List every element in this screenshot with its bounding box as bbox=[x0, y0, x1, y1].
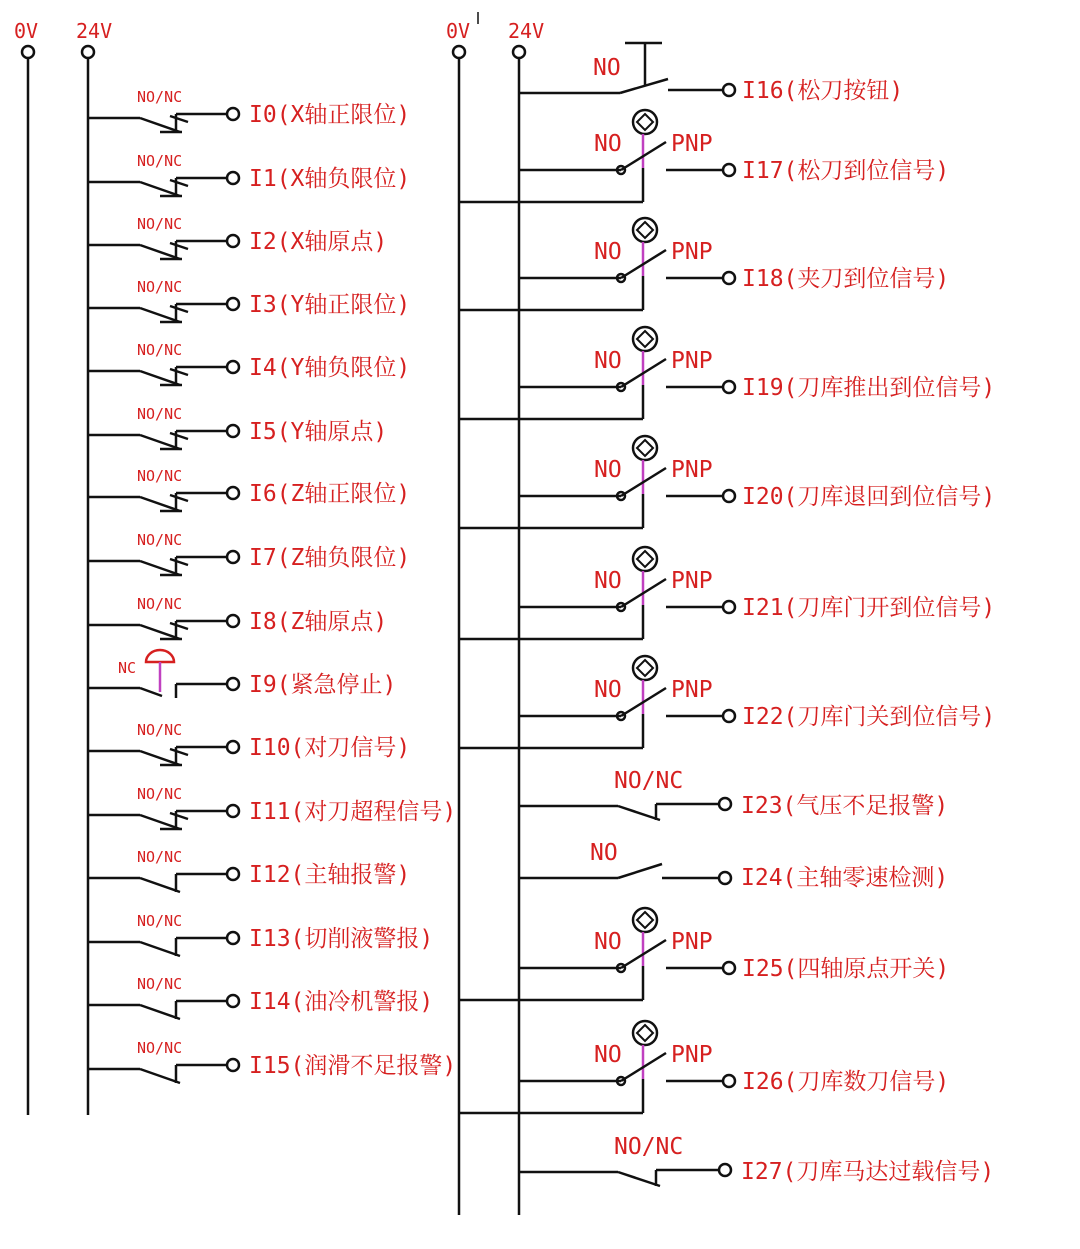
switch-contact-icon bbox=[140, 367, 188, 385]
contact-type-label: NO bbox=[594, 929, 622, 955]
input-terminal bbox=[723, 710, 735, 722]
emergency-stop-icon bbox=[140, 650, 176, 698]
left-rail-24v-label: 24V bbox=[76, 19, 113, 43]
contact-type-label: NO/NC bbox=[137, 215, 183, 233]
left-input-row bbox=[88, 721, 410, 765]
switch-contact-icon bbox=[140, 431, 188, 449]
contact-type-label: NO bbox=[594, 457, 622, 483]
contact-type-label: NO/NC bbox=[614, 1134, 684, 1160]
left-input-row bbox=[88, 785, 456, 829]
sensor-type-label: PNP bbox=[671, 677, 713, 703]
input-label: I17(松刀到位信号) bbox=[742, 158, 950, 184]
input-label: I9(紧急停止) bbox=[249, 672, 397, 698]
left-input-row bbox=[88, 912, 433, 956]
contact-type-label: NO bbox=[593, 55, 621, 81]
left-input-row bbox=[88, 531, 410, 575]
contact-type-label: NO/NC bbox=[137, 975, 183, 993]
contact-type-label: NO bbox=[594, 1042, 622, 1068]
right-rail-0v bbox=[446, 12, 478, 1215]
left-rail-24v-terminal bbox=[82, 46, 94, 58]
right-rail-24v bbox=[508, 19, 544, 1215]
input-label: I0(X轴正限位) bbox=[249, 102, 411, 128]
switch-contact-icon bbox=[140, 557, 188, 575]
input-label: I12(主轴报警) bbox=[249, 862, 411, 888]
switch-contact-icon bbox=[140, 938, 180, 956]
contact-type-label: NO bbox=[594, 348, 622, 374]
right-input-row bbox=[459, 110, 949, 202]
input-terminal bbox=[227, 932, 239, 944]
input-terminal bbox=[227, 425, 239, 437]
sensor-type-label: PNP bbox=[671, 131, 713, 157]
switch-contact-icon bbox=[140, 811, 188, 829]
proximity-sensor-icon bbox=[617, 327, 666, 391]
proximity-sensor-icon bbox=[617, 908, 666, 972]
proximity-sensor-icon bbox=[617, 547, 666, 611]
left-input-row bbox=[88, 215, 387, 259]
right-rail-24v-terminal bbox=[513, 46, 525, 58]
input-label: I5(Y轴原点) bbox=[249, 419, 388, 445]
input-label: I22(刀库门关到位信号) bbox=[742, 704, 996, 730]
left-input-row bbox=[88, 650, 396, 698]
input-terminal bbox=[723, 381, 735, 393]
right-input-row bbox=[519, 840, 948, 891]
right-input-row bbox=[519, 43, 903, 104]
switch-contact-icon bbox=[618, 804, 660, 820]
switch-contact-icon bbox=[140, 747, 188, 765]
right-input-row bbox=[459, 436, 995, 528]
input-label: I1(X轴负限位) bbox=[249, 166, 411, 192]
input-terminal bbox=[227, 741, 239, 753]
input-terminal bbox=[227, 551, 239, 563]
right-rail-0v-terminal bbox=[453, 46, 465, 58]
contact-type-label: NO/NC bbox=[137, 912, 183, 930]
switch-contact-icon bbox=[140, 114, 188, 132]
right-input-row bbox=[459, 908, 949, 1000]
right-input-row bbox=[459, 656, 995, 748]
input-label: I24(主轴零速检测) bbox=[741, 865, 949, 891]
input-label: I15(润滑不足报警) bbox=[249, 1053, 457, 1079]
proximity-sensor-icon bbox=[617, 218, 666, 282]
sensor-type-label: PNP bbox=[671, 568, 713, 594]
input-terminal bbox=[227, 172, 239, 184]
input-label: I20(刀库退回到位信号) bbox=[742, 484, 996, 510]
input-terminal bbox=[227, 1059, 239, 1071]
input-terminal bbox=[719, 872, 731, 884]
switch-contact-icon bbox=[140, 304, 188, 322]
sensor-type-label: PNP bbox=[671, 1042, 713, 1068]
input-terminal bbox=[719, 798, 731, 810]
input-terminal bbox=[227, 868, 239, 880]
input-label: I18(夹刀到位信号) bbox=[742, 266, 950, 292]
proximity-sensor-icon bbox=[617, 656, 666, 720]
input-label: I8(Z轴原点) bbox=[249, 609, 388, 635]
switch-contact-icon bbox=[140, 1065, 180, 1083]
contact-type-label: NO/NC bbox=[137, 848, 183, 866]
proximity-sensor-icon bbox=[617, 110, 666, 174]
input-label: I25(四轴原点开关) bbox=[742, 956, 950, 982]
input-terminal bbox=[227, 235, 239, 247]
input-terminal bbox=[227, 805, 239, 817]
input-terminal bbox=[723, 164, 735, 176]
left-input-row bbox=[88, 975, 433, 1019]
input-terminal bbox=[227, 487, 239, 499]
contact-type-label: NO/NC bbox=[137, 1039, 183, 1057]
sensor-type-label: PNP bbox=[671, 929, 713, 955]
right-input-row bbox=[459, 327, 995, 419]
input-label: I23(气压不足报警) bbox=[741, 793, 949, 819]
input-terminal bbox=[227, 615, 239, 627]
input-label: I16(松刀按钮) bbox=[742, 78, 904, 104]
left-input-row bbox=[88, 848, 410, 892]
right-rail-0v-label: 0V bbox=[446, 19, 471, 43]
left-input-row bbox=[88, 1039, 456, 1083]
input-terminal bbox=[227, 108, 239, 120]
input-terminal bbox=[723, 84, 735, 96]
switch-contact-icon bbox=[618, 864, 662, 878]
sensor-type-label: PNP bbox=[671, 348, 713, 374]
switch-contact-icon bbox=[140, 621, 188, 639]
right-input-row bbox=[459, 218, 949, 310]
left-input-row bbox=[88, 467, 410, 511]
switch-contact-icon bbox=[140, 874, 180, 892]
input-terminal bbox=[227, 298, 239, 310]
input-label: I3(Y轴正限位) bbox=[249, 292, 411, 318]
right-rail-24v-label: 24V bbox=[508, 19, 545, 43]
right-input-row bbox=[519, 1134, 994, 1186]
contact-type-label: NO/NC bbox=[137, 531, 183, 549]
input-terminal bbox=[227, 995, 239, 1007]
left-input-row bbox=[88, 595, 387, 639]
proximity-sensor-icon bbox=[617, 1021, 666, 1085]
contact-type-label: NO/NC bbox=[137, 721, 183, 739]
switch-contact-icon bbox=[140, 178, 188, 196]
left-input-row bbox=[88, 152, 410, 196]
contact-type-label: NO bbox=[594, 568, 622, 594]
contact-type-label: NO bbox=[594, 131, 622, 157]
input-terminal bbox=[723, 601, 735, 613]
input-terminal bbox=[723, 490, 735, 502]
proximity-sensor-icon bbox=[617, 436, 666, 500]
right-input-row bbox=[459, 1021, 949, 1113]
input-label: I10(对刀信号) bbox=[249, 735, 411, 761]
input-terminal bbox=[723, 962, 735, 974]
contact-type-label: NO/NC bbox=[137, 341, 183, 359]
contact-type-label: NO/NC bbox=[137, 785, 183, 803]
input-terminal bbox=[723, 272, 735, 284]
switch-contact-icon bbox=[618, 1170, 660, 1186]
input-label: I6(Z轴正限位) bbox=[249, 481, 411, 507]
input-label: I4(Y轴负限位) bbox=[249, 355, 411, 381]
contact-type-label: NO/NC bbox=[137, 278, 183, 296]
input-label: I14(油冷机警报) bbox=[249, 989, 434, 1015]
input-label: I7(Z轴负限位) bbox=[249, 545, 411, 571]
left-input-row bbox=[88, 341, 410, 385]
left-input-row bbox=[88, 278, 410, 322]
input-label: I26(刀库数刀信号) bbox=[742, 1069, 950, 1095]
left-input-row bbox=[88, 88, 410, 132]
input-label: I2(X轴原点) bbox=[249, 229, 388, 255]
input-label: I21(刀库门开到位信号) bbox=[742, 595, 996, 621]
switch-contact-icon bbox=[140, 241, 188, 259]
contact-type-label: NO/NC bbox=[137, 467, 183, 485]
contact-type-label: NO bbox=[594, 239, 622, 265]
left-input-row bbox=[88, 405, 387, 449]
left-rail-0v-label: 0V bbox=[14, 19, 39, 43]
sensor-type-label: PNP bbox=[671, 457, 713, 483]
input-label: I11(对刀超程信号) bbox=[249, 799, 457, 825]
sensor-type-label: PNP bbox=[671, 239, 713, 265]
input-terminal bbox=[227, 361, 239, 373]
contact-type-label: NO/NC bbox=[137, 595, 183, 613]
right-input-rows bbox=[459, 43, 995, 1186]
left-input-rows bbox=[88, 88, 456, 1083]
input-terminal bbox=[227, 678, 239, 690]
right-input-row bbox=[519, 768, 948, 820]
input-label: I19(刀库推出到位信号) bbox=[742, 375, 996, 401]
contact-type-label: NO/NC bbox=[137, 88, 183, 106]
pushbutton-icon bbox=[620, 43, 668, 93]
contact-type-label: NO bbox=[590, 840, 618, 866]
input-terminal bbox=[723, 1075, 735, 1087]
contact-type-label: NO/NC bbox=[137, 405, 183, 423]
input-terminal bbox=[719, 1164, 731, 1176]
left-rail-0v-terminal bbox=[22, 46, 34, 58]
left-rail-0v bbox=[14, 19, 38, 1115]
contact-type-label: NC bbox=[118, 659, 137, 677]
switch-contact-icon bbox=[140, 493, 188, 511]
left-rail-24v bbox=[76, 19, 112, 1115]
input-label: I13(切削液警报) bbox=[249, 926, 434, 952]
contact-type-label: NO/NC bbox=[137, 152, 183, 170]
contact-type-label: NO/NC bbox=[614, 768, 684, 794]
switch-contact-icon bbox=[140, 1001, 180, 1019]
input-label: I27(刀库马达过载信号) bbox=[741, 1159, 995, 1185]
right-input-row bbox=[459, 547, 995, 639]
contact-type-label: NO bbox=[594, 677, 622, 703]
